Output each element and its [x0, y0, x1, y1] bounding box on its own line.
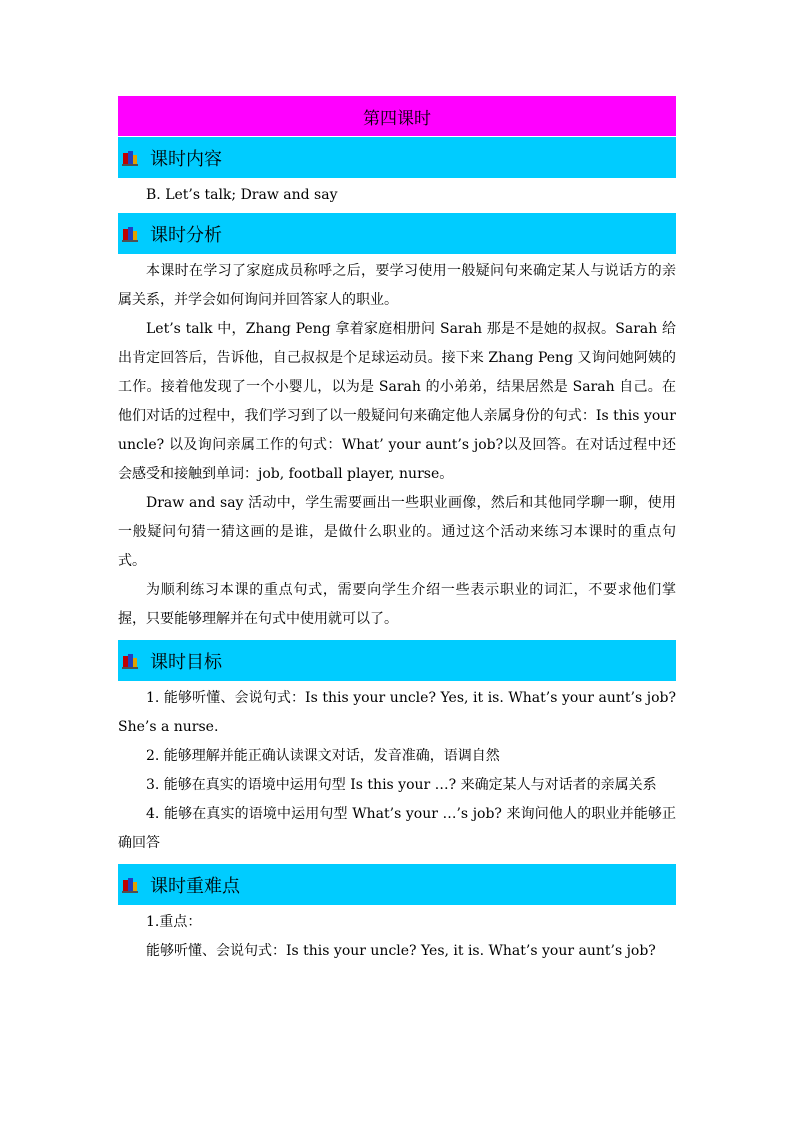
section-heading-difficulties: [118, 863, 676, 905]
goal-item: 3. 能够在真实的语境中运用句型 Is this your …? 来确定某人与对话者的亲属关系: [146, 777, 657, 793]
section-heading-content: [118, 136, 676, 178]
analysis-paragraph: Let’s talk 中，Zhang Peng 拿着家庭相册问 Sarah 那是不是她的叔叔。Sarah 给出肯定回答后，告诉他，自己叔叔是个足球运动员。接下来 Zhang Peng 又询问她阿姨的工作。接着他发现了一个小婴儿，以为是 Sarah 的小弟弟，结果居然是 Sarah 自己。在他们对话的过程中，我们学习到了以一般疑问句来确定他人亲属身份的句式：Is this your uncle? 以及询问亲属工作的句式：What’ your aunt’s job?以及回答。在对话过程中还会感受和接触到单词：job, football player, nurse。: [118, 321, 676, 482]
books-icon: [122, 653, 138, 669]
section-heading-text: 课时目标: [150, 651, 222, 673]
content-text: B. Let’s talk; Draw and say: [146, 187, 338, 203]
goal-item: 1. 能够听懂、会说句式：Is this your uncle? Yes, it is. What’s your aunt’s job? She’s a nurse.: [118, 690, 676, 735]
section-heading-text: 课时分析: [150, 224, 222, 246]
analysis-paragraph: 本课时在学习了家庭成员称呼之后，要学习使用一般疑问句来确定某人与说话方的亲属关系，并学会如何询问并回答家人的职业。: [118, 263, 676, 308]
books-icon: [122, 877, 138, 893]
lesson-title: 第四课时: [118, 96, 676, 136]
analysis-body: [118, 254, 676, 639]
goal-item: 4. 能够在真实的语境中运用句型 What’s your …’s job? 来询问他人的职业并能够正确回答: [118, 806, 676, 851]
section-heading-goals: [118, 639, 676, 681]
key-point-label: 1.重点：: [146, 914, 202, 930]
books-icon: [122, 226, 138, 242]
lesson-plan-page: [118, 96, 676, 966]
key-point-text: 能够听懂、会说句式：Is this your uncle? Yes, it is. What’s your aunt’s job?: [146, 943, 656, 959]
books-icon: [122, 150, 138, 166]
analysis-paragraph: 为顺利练习本课的重点句式，需要向学生介绍一些表示职业的词汇，不要求他们掌握，只要能够理解并在句式中使用就可以了。: [118, 582, 676, 627]
goals-body: [118, 681, 676, 863]
analysis-paragraph: Draw and say 活动中，学生需要画出一些职业画像，然后和其他同学聊一聊，使用一般疑问句猜一猜这画的是谁，是做什么职业的。通过这个活动来练习本课时的重点句式。: [118, 495, 676, 569]
goal-item: 2. 能够理解并能正确认读课文对话，发音准确，语调自然: [146, 748, 500, 764]
section-heading-text: 课时重难点: [150, 875, 240, 897]
difficulties-body: [118, 905, 676, 966]
section-heading-text: 课时内容: [150, 148, 222, 170]
section-heading-analysis: [118, 212, 676, 254]
